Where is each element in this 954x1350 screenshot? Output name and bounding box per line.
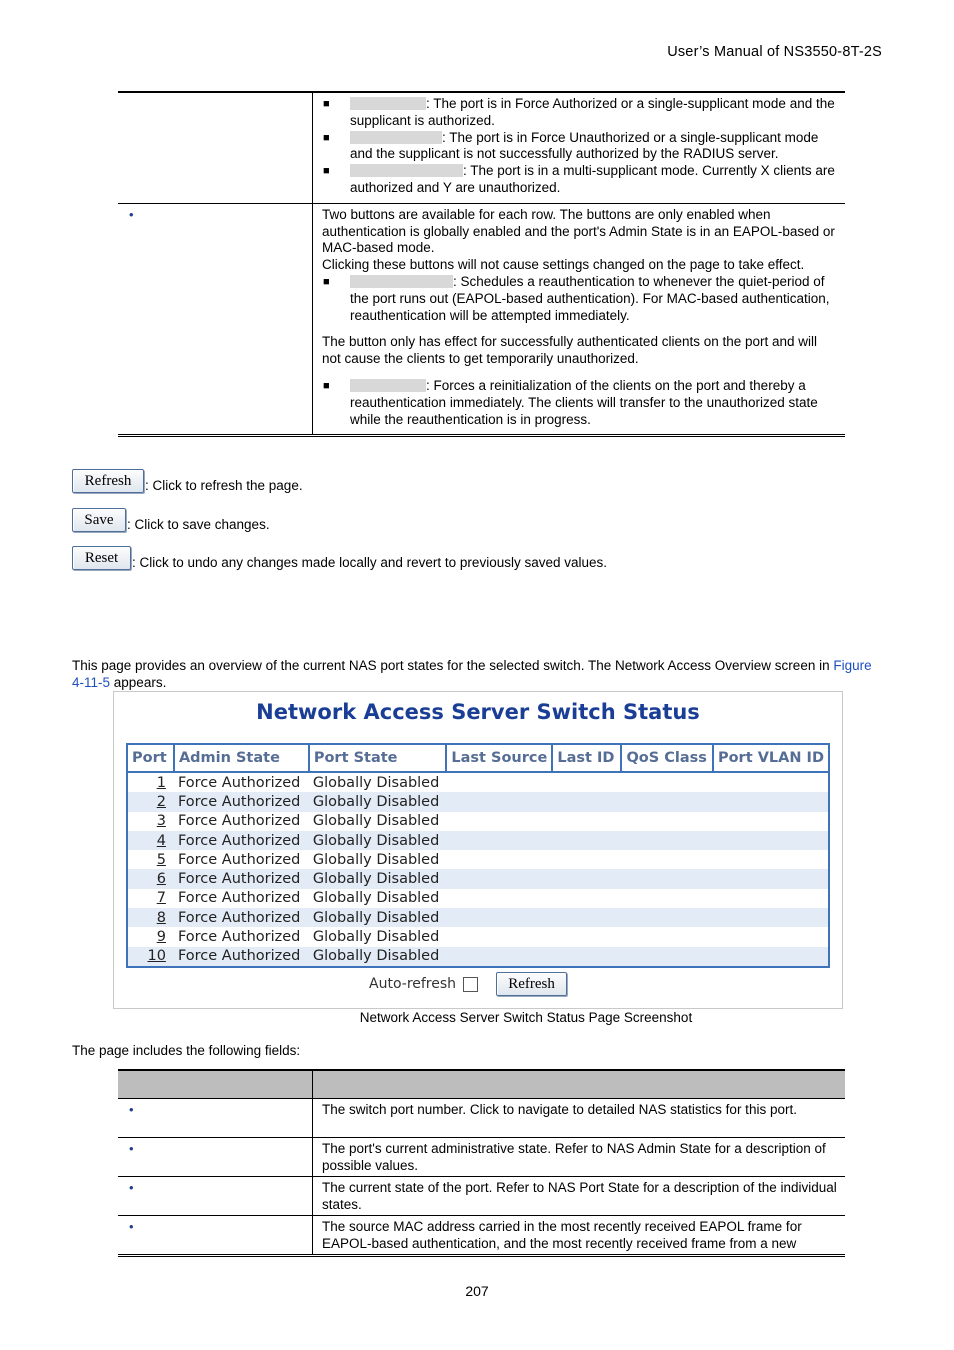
- port-link[interactable]: 9: [156, 929, 166, 946]
- column-header: Port VLAN ID: [713, 744, 829, 772]
- table-row: 1 Force Authorized Globally Disabled: [127, 772, 829, 792]
- auto-refresh-control: [369, 972, 567, 996]
- table-row: 9 Force Authorized Globally Disabled: [127, 927, 829, 946]
- redacted-term: [350, 164, 463, 177]
- figure-caption: Network Access Server Switch Status Page Screenshot: [359, 1010, 693, 1025]
- reset-button[interactable]: Reset: [72, 546, 131, 570]
- port-link[interactable]: 3: [156, 813, 166, 830]
- port-link[interactable]: 1: [156, 774, 166, 791]
- port-link[interactable]: 8: [127, 908, 174, 927]
- table-row: • The switch port number. Click to navigate to detailed NAS statistics for this port.: [118, 1099, 845, 1138]
- table-row: 2 Force Authorized Globally Disabled: [127, 792, 829, 811]
- port-link[interactable]: 5: [156, 851, 166, 868]
- column-header: Port State: [309, 744, 447, 772]
- refresh-button[interactable]: Refresh: [72, 469, 144, 493]
- port-link[interactable]: 2: [127, 792, 174, 811]
- column-header: Last ID: [552, 744, 621, 772]
- description-table-top: [118, 91, 845, 437]
- save-button[interactable]: Save: [72, 508, 126, 532]
- page-number: 207: [465, 1283, 489, 1299]
- square-bullet-icon: ■: [323, 379, 330, 392]
- paragraph: The button only has effect for successfully authenticated clients on the port and will not cause the clients to get temporarily unauthorized.: [322, 334, 818, 367]
- reset-button-description: Reset : Click to undo any changes made locally and revert to previously saved values.: [72, 546, 607, 570]
- port-link[interactable]: 4: [127, 831, 174, 850]
- redacted-term: [350, 275, 453, 288]
- list-item: ■ : The port is in Force Unauthorized or a single-supplicant mode and the supplicant is not successfully authorized by the RADIUS server.: [323, 129, 819, 162]
- bullet-dot-icon: •: [129, 1180, 134, 1195]
- redacted-term: [350, 97, 426, 110]
- table-row: 8 Force Authorized Globally Disabled: [127, 908, 829, 927]
- list-item: ■ : The port is in a multi-supplicant mode. Currently X clients are authorized and Y are unauthorized.: [323, 163, 835, 195]
- table-header: [118, 1071, 845, 1099]
- table-row: [118, 93, 845, 204]
- table-row: • The current state of the port. Refer to NAS Port State for a description of the individual states.: [118, 1177, 845, 1216]
- table-row: 7 Force Authorized Globally Disabled: [127, 889, 829, 908]
- table-row: • The source MAC address carried in the most recently received EAPOL frame for EAPOL-based authentication, and the most recently received frame from a new: [118, 1216, 845, 1254]
- paragraph: Clicking these buttons will not cause settings changed on the page to take effect.: [322, 257, 805, 273]
- description-table-bottom: [118, 1069, 845, 1257]
- screenshot-refresh-button[interactable]: Refresh: [496, 972, 567, 996]
- square-bullet-icon: ■: [323, 275, 330, 288]
- refresh-button-description: Refresh : Click to refresh the page.: [72, 469, 303, 493]
- column-header: QoS Class: [621, 744, 713, 772]
- bullet-dot-icon: •: [129, 1219, 134, 1234]
- paragraph: Two buttons are available for each row. The buttons are only enabled when authentication is globally enabled and the port's Admin State is in an EAPOL-based or MAC-based mode.: [322, 206, 835, 256]
- figure-link[interactable]: Figure 4-11-5: [72, 658, 872, 690]
- square-bullet-icon: ■: [323, 165, 330, 178]
- square-bullet-icon: ■: [323, 131, 330, 144]
- save-button-description: Save : Click to save changes.: [72, 508, 270, 532]
- column-header: Last Source: [446, 744, 552, 772]
- square-bullet-icon: ■: [323, 98, 330, 110]
- bullet-dot-icon: •: [129, 206, 134, 222]
- fields-intro: The page includes the following fields:: [72, 1043, 301, 1058]
- nas-status-table: [126, 743, 830, 968]
- redacted-term: [350, 379, 426, 392]
- table-row: 5 Force Authorized Globally Disabled: [127, 850, 829, 869]
- intro-paragraph: This page provides an overview of the current NAS port states for the selected switch. The Network Access Overview screen in Figure 4-11-5 appears.: [72, 658, 872, 690]
- list-item: ■ : Schedules a reauthentication to whenever the quiet-period of the port runs out (EAPOL-based authentication). For MAC-based authentication, reauthentication will be attempted immediately.: [323, 273, 830, 323]
- table-row: 10 Force Authorized Globally Disabled: [127, 947, 829, 967]
- screenshot-title: Network Access Server Switch Status: [256, 700, 700, 724]
- column-header: Admin State: [174, 744, 309, 772]
- list-item: ■ : The port is in Force Authorized or a single-supplicant mode and the supplicant is authorized.: [323, 96, 835, 128]
- table-row: 6 Force Authorized Globally Disabled: [127, 869, 829, 888]
- column-header: Port: [127, 744, 174, 772]
- table-row: • The port's current administrative state. Refer to NAS Admin State for a description of possible values.: [118, 1138, 845, 1177]
- table-row: 4 Force Authorized Globally Disabled: [127, 831, 829, 850]
- port-link[interactable]: 6: [127, 869, 174, 888]
- list-item: ■ : Forces a reinitialization of the clients on the port and thereby a reauthentication immediately. The clients will transfer to the unauthorized state while the reauthentication is in progress.: [323, 377, 818, 427]
- redacted-term: [350, 131, 442, 144]
- bullet-dot-icon: •: [129, 1102, 134, 1117]
- bullet-dot-icon: •: [129, 1141, 134, 1156]
- page-header: User’s Manual of NS3550-8T-2S: [667, 44, 882, 60]
- auto-refresh-checkbox[interactable]: [463, 977, 478, 992]
- port-link[interactable]: 7: [156, 890, 166, 907]
- table-row: [118, 204, 845, 435]
- nas-status-screenshot: [113, 691, 843, 1009]
- port-link[interactable]: 10: [127, 947, 174, 967]
- table-row: 3 Force Authorized Globally Disabled: [127, 812, 829, 831]
- auto-refresh-label: Auto-refresh: [369, 976, 457, 992]
